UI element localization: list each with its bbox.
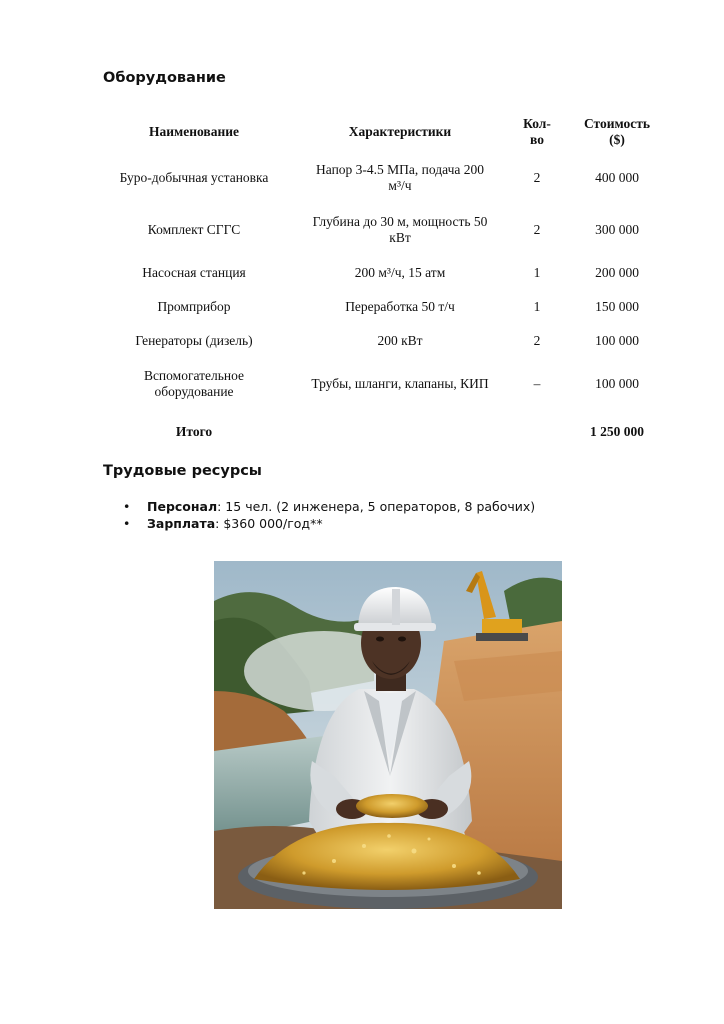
total-cost: 1 250 000 bbox=[590, 424, 644, 439]
cell-name: Насосная станция bbox=[142, 265, 246, 280]
cell-cost: 100 000 bbox=[595, 376, 639, 391]
cell-name: Промприбор bbox=[157, 299, 231, 314]
equipment-table bbox=[100, 112, 672, 454]
header-cost-line2: ($) bbox=[609, 132, 625, 147]
cell-specs: Переработка 50 т/ч bbox=[345, 299, 455, 314]
cell-cost: 300 000 bbox=[595, 222, 639, 237]
header-cost bbox=[562, 112, 672, 152]
labor-list bbox=[103, 498, 535, 532]
item-label: Зарплата bbox=[147, 516, 216, 531]
worker-gold-photo bbox=[214, 561, 562, 909]
header-specs: Характеристики bbox=[348, 124, 452, 139]
cell-specs-line2: кВт bbox=[389, 230, 411, 245]
bullet-icon: • bbox=[123, 516, 131, 531]
cell-cost: 200 000 bbox=[595, 265, 639, 280]
table-total-row bbox=[100, 410, 672, 454]
cell-cost: 400 000 bbox=[595, 170, 639, 185]
list-item bbox=[103, 498, 535, 515]
total-label: Итого bbox=[175, 424, 213, 439]
cell-qty: – bbox=[533, 376, 541, 391]
list-item bbox=[103, 515, 535, 532]
total-empty bbox=[512, 410, 562, 454]
cell-qty: 2 bbox=[533, 222, 541, 237]
header-name: Наименование bbox=[149, 124, 239, 139]
bullet-icon: • bbox=[123, 499, 131, 514]
cell-specs bbox=[288, 152, 512, 204]
cell-specs: 200 м³/ч, 15 атм bbox=[354, 265, 446, 280]
cell-name: Буро-добычная установка bbox=[119, 170, 269, 185]
table-row bbox=[100, 324, 672, 358]
header-qty-line1: Кол- bbox=[523, 116, 551, 131]
cell-name-line2: оборудование bbox=[154, 384, 234, 399]
cell-specs bbox=[288, 204, 512, 256]
cell-name: Генераторы (дизель) bbox=[135, 333, 253, 348]
cell-name bbox=[100, 358, 288, 410]
cell-qty: 2 bbox=[533, 333, 541, 348]
item-text: : $360 000/год** bbox=[215, 516, 323, 531]
cell-specs: Трубы, шланги, клапаны, КИП bbox=[311, 376, 489, 391]
header-cost-line1: Стоимость bbox=[583, 116, 651, 131]
cell-qty: 1 bbox=[533, 299, 541, 314]
table-row bbox=[100, 256, 672, 290]
table-row bbox=[100, 204, 672, 256]
cell-qty: 2 bbox=[533, 170, 541, 185]
table-row bbox=[100, 152, 672, 204]
table-row bbox=[100, 290, 672, 324]
cell-specs-line2: м³/ч bbox=[388, 178, 412, 193]
cell-cost: 150 000 bbox=[595, 299, 639, 314]
cell-qty: 1 bbox=[533, 265, 541, 280]
total-empty bbox=[288, 410, 512, 454]
cell-specs: 200 кВт bbox=[377, 333, 423, 348]
cell-name-line1: Вспомогательное bbox=[143, 368, 245, 383]
equipment-heading: Оборудование bbox=[103, 70, 226, 86]
cell-name: Комплект СГГС bbox=[147, 222, 241, 237]
labor-heading: Трудовые ресурсы bbox=[103, 463, 262, 479]
item-text: : 15 чел. (2 инженера, 5 операторов, 8 рабочих) bbox=[217, 499, 536, 514]
table-row bbox=[100, 358, 672, 410]
cell-specs-line1: Напор 3-4.5 МПа, подача 200 bbox=[316, 162, 484, 177]
header-qty-line2: во bbox=[530, 132, 544, 147]
table-header-row bbox=[100, 112, 672, 152]
cell-cost: 100 000 bbox=[595, 333, 639, 348]
cell-specs-line1: Глубина до 30 м, мощность 50 bbox=[312, 214, 488, 229]
item-label: Персонал bbox=[147, 499, 218, 514]
header-qty bbox=[512, 112, 562, 152]
